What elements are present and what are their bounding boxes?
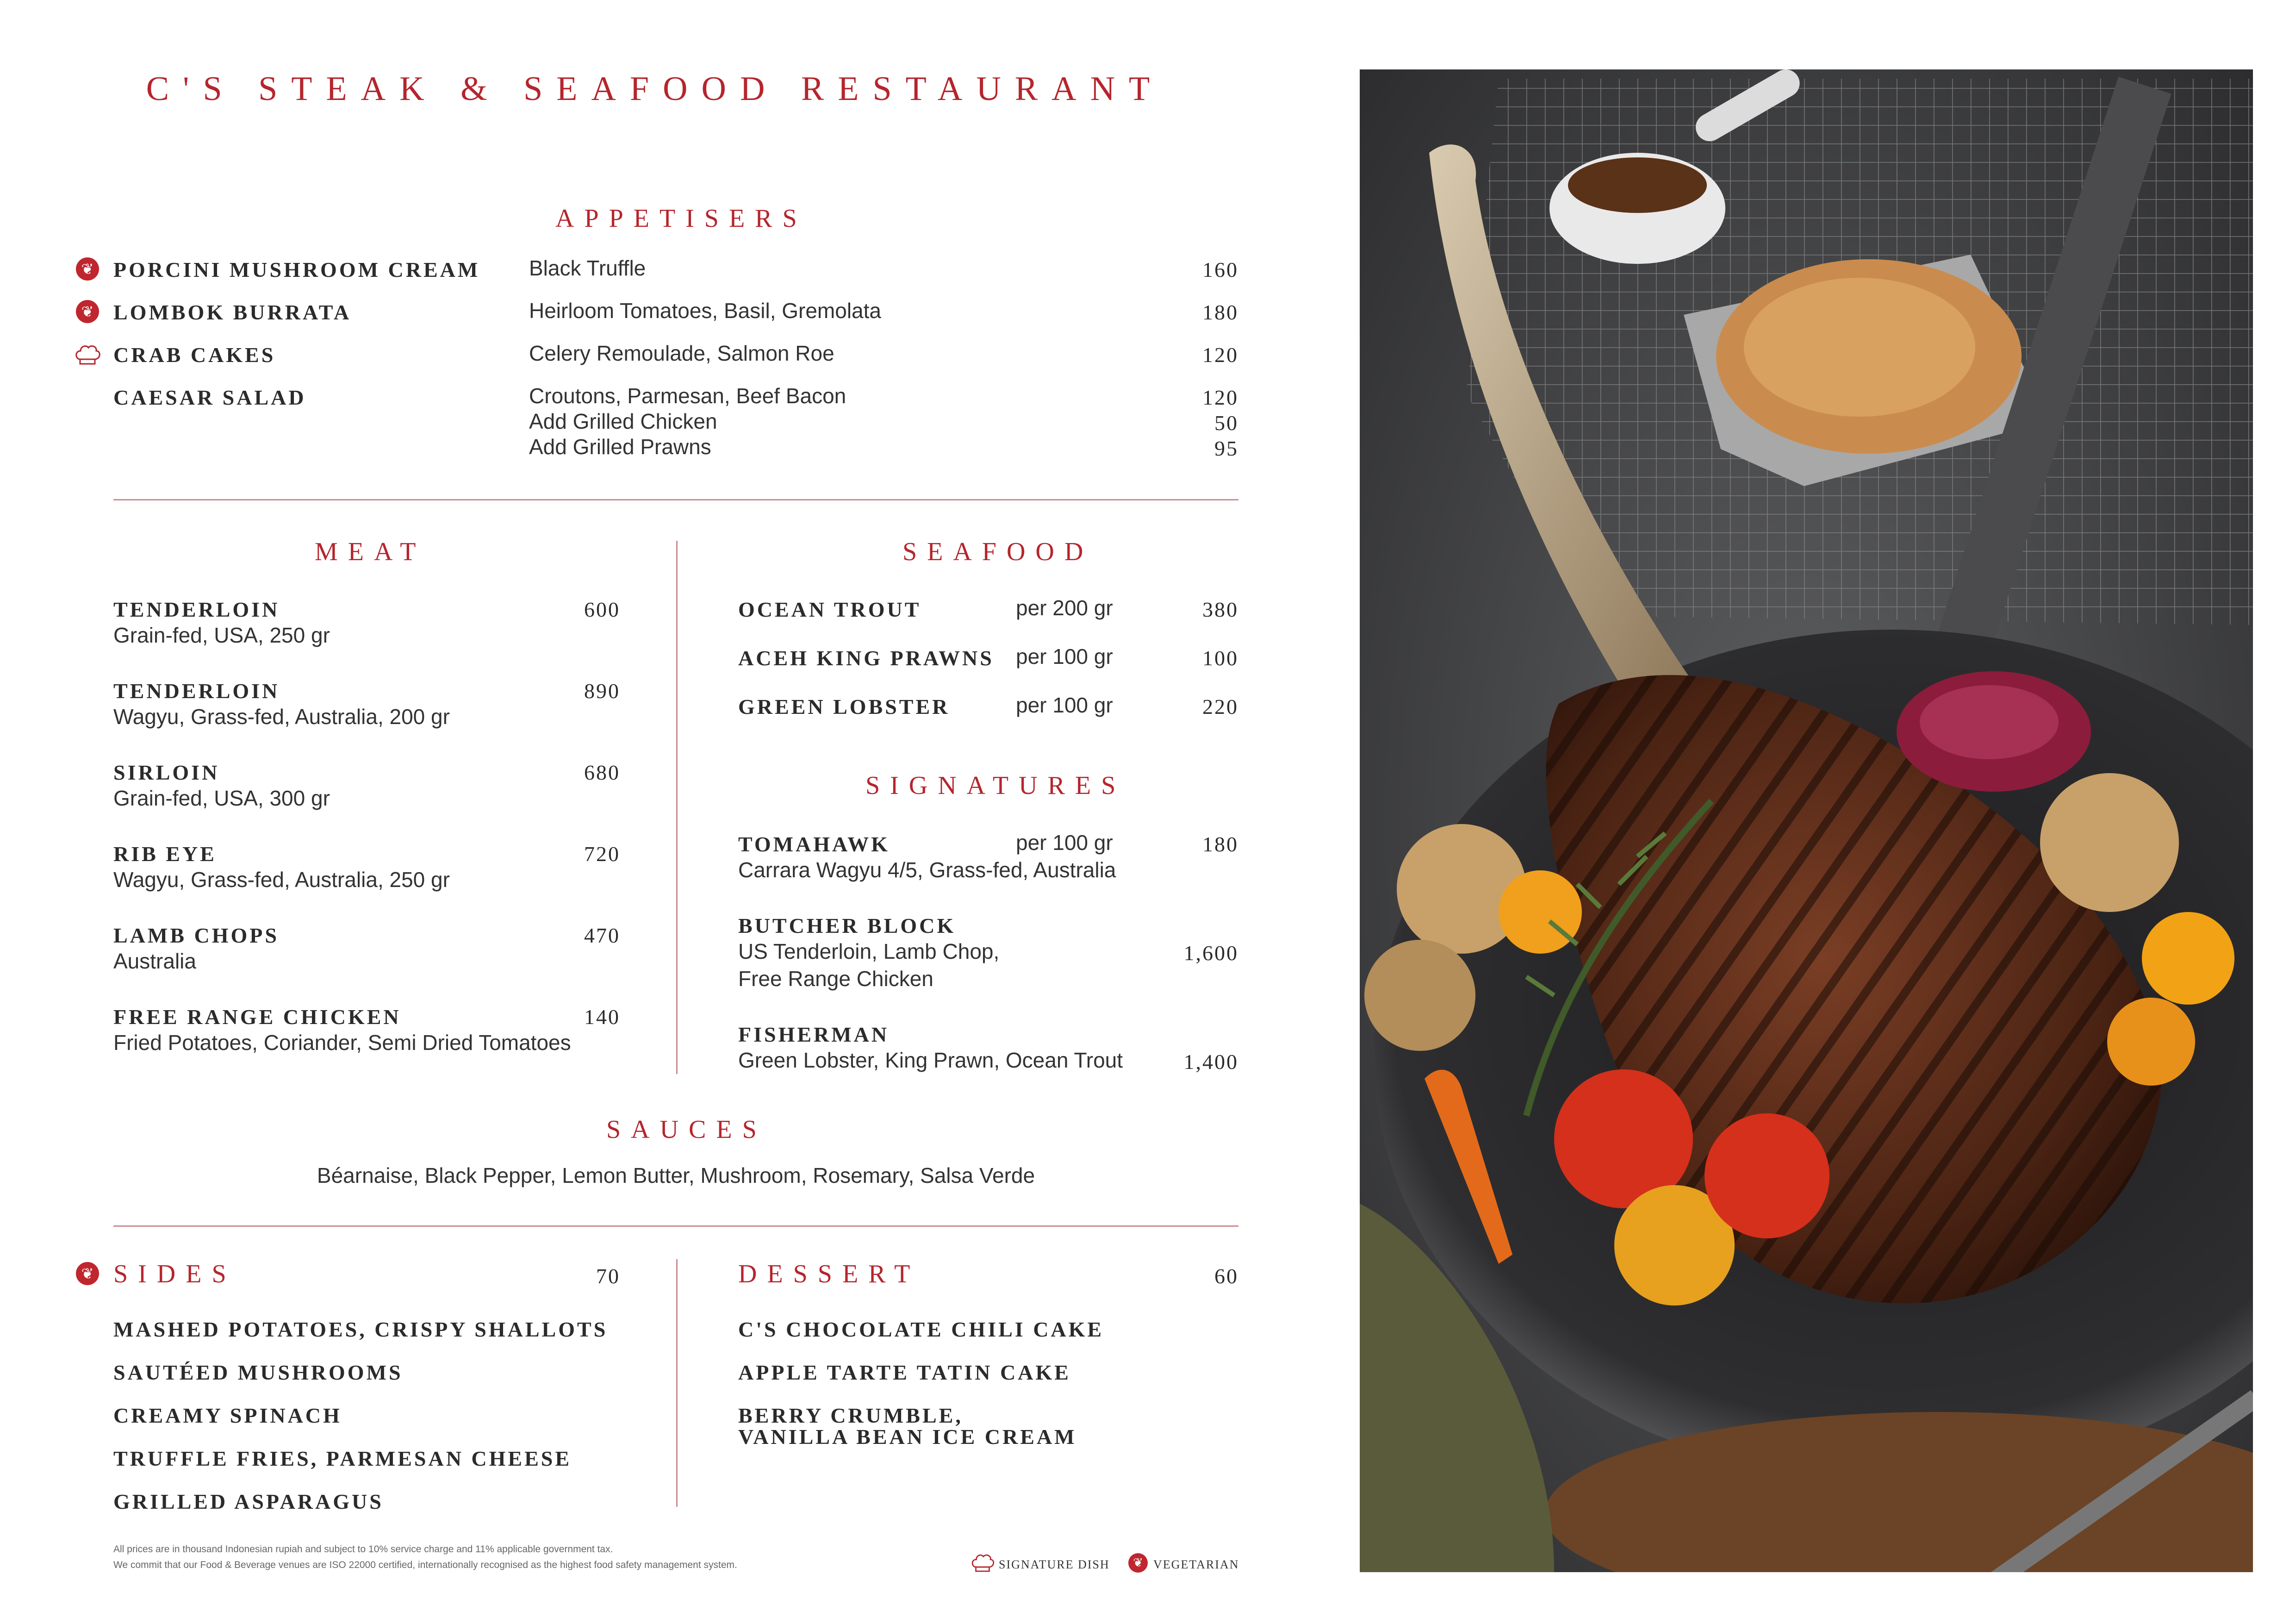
side-item: SAUTÉED MUSHROOMS: [113, 1361, 403, 1384]
column-divider: [676, 1259, 678, 1507]
seafood-item-price: 100: [1202, 646, 1238, 670]
restaurant-title: C'S STEAK & SEAFOOD RESTAURANT: [146, 70, 1164, 108]
appetiser-price: 160: [1202, 258, 1238, 281]
appetisers-heading: APPETISERS: [555, 204, 807, 233]
meat-item-price: 720: [584, 842, 620, 866]
side-item: GRILLED ASPARAGUS: [113, 1490, 384, 1513]
meat-item-desc: Grain-fed, USA, 300 gr: [113, 786, 330, 810]
meat-item-desc: Wagyu, Grass-fed, Australia, 200 gr: [113, 705, 450, 729]
signature-item-desc: US Tenderloin, Lamb Chop,: [738, 939, 1000, 963]
meat-item-desc: Fried Potatoes, Coriander, Semi Dried Tomatoes: [113, 1031, 571, 1055]
sauces-list: Béarnaise, Black Pepper, Lemon Butter, Mushroom, Rosemary, Salsa Verde: [317, 1163, 1035, 1187]
tomahawk-steak-photo: [1360, 69, 2253, 1572]
signature-item-name: TOMAHAWK: [738, 832, 890, 856]
column-divider: [676, 541, 678, 1074]
appetiser-price: 120: [1202, 343, 1238, 367]
dessert-item: C'S CHOCOLATE CHILI CAKE: [738, 1318, 1104, 1341]
meat-item-price: 140: [584, 1005, 620, 1029]
meat-item-price: 600: [584, 598, 620, 621]
seafood-item-name: OCEAN TROUT: [738, 598, 921, 621]
chef-hat-icon: [73, 343, 102, 366]
signature-item-price: 180: [1202, 832, 1238, 856]
dessert-heading: DESSERT: [738, 1260, 921, 1288]
signature-item-price: 1,600: [1183, 941, 1238, 965]
dessert-item: VANILLA BEAN ICE CREAM: [738, 1425, 1077, 1449]
seafood-item-price: 380: [1202, 598, 1238, 621]
legend-vegetarian-label: VEGETARIAN: [1153, 1558, 1239, 1571]
footer-iso-note: We commit that our Food & Beverage venues are ISO 22000 certified, internationally recognised as the highest food safety management system.: [113, 1560, 737, 1570]
appetiser-desc: Celery Remoulade, Salmon Roe: [529, 341, 834, 365]
meat-item-desc: Wagyu, Grass-fed, Australia, 250 gr: [113, 868, 450, 892]
appetiser-desc: Black Truffle: [529, 256, 646, 280]
section-divider: [113, 1225, 1238, 1227]
appetiser-desc: Heirloom Tomatoes, Basil, Gremolata: [529, 299, 881, 323]
meat-item-name: TENDERLOIN: [113, 598, 280, 621]
signature-item-price: 1,400: [1183, 1050, 1238, 1074]
sauces-heading: SAUCES: [606, 1115, 767, 1144]
sides-price: 70: [596, 1264, 620, 1288]
meat-item-desc: Grain-fed, USA, 250 gr: [113, 623, 330, 647]
appetiser-extra-desc: Add Grilled Chicken: [529, 409, 717, 433]
appetiser-name: CAESAR SALAD: [113, 386, 306, 409]
dessert-item: BERRY CRUMBLE,: [738, 1404, 963, 1427]
sides-heading: SIDES: [113, 1260, 236, 1288]
seafood-item-unit: per 200 gr: [1016, 596, 1113, 620]
footer-price-note: All prices are in thousand Indonesian rupiah and subject to 10% service charge and 11% applicable government tax.: [113, 1544, 613, 1555]
side-item: TRUFFLE FRIES, PARMESAN CHEESE: [113, 1447, 572, 1470]
appetiser-desc: Croutons, Parmesan, Beef Bacon: [529, 384, 846, 408]
meat-item-name: TENDERLOIN: [113, 679, 280, 703]
signature-item-desc: Carrara Wagyu 4/5, Grass-fed, Australia: [738, 858, 1116, 882]
seafood-item-name: ACEH KING PRAWNS: [738, 646, 994, 670]
side-item: MASHED POTATOES, CRISPY SHALLOTS: [113, 1318, 608, 1341]
chef-hat-icon: [970, 1552, 996, 1573]
appetiser-extra-price: 50: [1214, 411, 1238, 435]
seafood-heading: SEAFOOD: [902, 537, 1094, 566]
seafood-item-unit: per 100 gr: [1016, 644, 1113, 668]
steak-illustration: [1360, 69, 2253, 1572]
appetiser-price: 120: [1202, 386, 1238, 409]
seafood-item-name: GREEN LOBSTER: [738, 695, 950, 718]
dessert-price: 60: [1214, 1264, 1238, 1288]
appetiser-name: PORCINI MUSHROOM CREAM: [113, 258, 480, 281]
meat-item-name: SIRLOIN: [113, 761, 220, 784]
vegetarian-leaf-icon: ❦: [76, 1262, 99, 1285]
seafood-item-price: 220: [1202, 695, 1238, 718]
side-item: CREAMY SPINACH: [113, 1404, 342, 1427]
vegetarian-leaf-icon: ❦: [76, 257, 99, 281]
meat-item-price: 470: [584, 924, 620, 947]
meat-item-price: 680: [584, 761, 620, 784]
appetiser-extra-desc: Add Grilled Prawns: [529, 435, 711, 459]
appetiser-name: CRAB CAKES: [113, 343, 276, 367]
appetiser-name: LOMBOK BURRATA: [113, 300, 352, 324]
meat-item-name: FREE RANGE CHICKEN: [113, 1005, 401, 1029]
appetiser-extra-price: 95: [1214, 437, 1238, 460]
signatures-heading: SIGNATURES: [865, 771, 1126, 800]
signature-item-name: BUTCHER BLOCK: [738, 914, 956, 937]
signature-item-unit: per 100 gr: [1016, 831, 1113, 855]
appetiser-price: 180: [1202, 300, 1238, 324]
meat-heading: MEAT: [315, 537, 426, 566]
footer-note: [113, 1542, 737, 1573]
seafood-item-unit: per 100 gr: [1016, 693, 1113, 717]
meat-item-name: LAMB CHOPS: [113, 924, 279, 947]
meat-item-name: RIB EYE: [113, 842, 217, 866]
meat-item-desc: Australia: [113, 949, 196, 973]
signature-item-desc: Free Range Chicken: [738, 967, 933, 991]
meat-item-price: 890: [584, 679, 620, 703]
vegetarian-leaf-icon: ❦: [1128, 1553, 1148, 1573]
section-divider: [113, 499, 1238, 500]
vegetarian-leaf-icon: ❦: [76, 300, 99, 323]
legend-signature-label: SIGNATURE DISH: [999, 1558, 1110, 1571]
dessert-item: APPLE TARTE TATIN CAKE: [738, 1361, 1071, 1384]
signature-item-desc: Green Lobster, King Prawn, Ocean Trout: [738, 1048, 1123, 1072]
signature-item-name: FISHERMAN: [738, 1023, 890, 1046]
